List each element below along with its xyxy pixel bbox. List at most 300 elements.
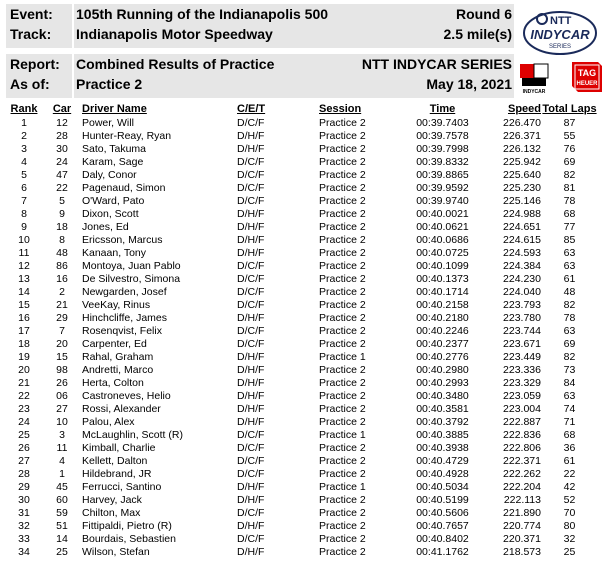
table-row (4, 415, 598, 428)
cet-cell: D/H/F (237, 246, 265, 259)
table-row (4, 233, 598, 246)
laps-cell: 63 (563, 259, 576, 272)
speed-cell: 224.593 (503, 246, 541, 259)
driver-cell: McLaughlin, Scott (R) (82, 428, 183, 441)
time-cell: 00:39.7578 (416, 129, 469, 142)
time-cell: 00:39.7403 (416, 116, 469, 129)
driver-cell: Pagenaud, Simon (82, 181, 166, 194)
col-car: Car (52, 103, 72, 115)
time-cell: 00:40.3938 (416, 441, 469, 454)
speed-cell: 222.806 (503, 441, 541, 454)
report-label: Report: (10, 56, 60, 72)
session-cell: Practice 2 (319, 402, 366, 415)
speed-cell: 224.651 (503, 220, 541, 233)
laps-cell: 71 (563, 415, 576, 428)
cet-cell: D/H/F (237, 350, 265, 363)
report-date: May 18, 2021 (426, 76, 512, 92)
table-row (4, 350, 598, 363)
track-value: Indianapolis Motor Speedway (76, 26, 273, 42)
rank-cell: 22 (18, 389, 30, 402)
car-cell: 51 (56, 519, 68, 532)
time-cell: 00:40.2158 (416, 298, 469, 311)
laps-cell: 74 (563, 402, 576, 415)
rank-cell: 8 (21, 207, 27, 220)
cet-cell: D/H/F (237, 519, 265, 532)
table-row (4, 116, 598, 129)
laps-cell: 25 (563, 545, 576, 558)
car-cell: 20 (56, 337, 68, 350)
car-cell: 4 (59, 454, 65, 467)
driver-cell: Power, Will (82, 116, 134, 129)
laps-cell: 70 (563, 506, 576, 519)
speed-cell: 218.573 (503, 545, 541, 558)
laps-cell: 87 (563, 116, 576, 129)
speed-cell: 223.793 (503, 298, 541, 311)
indycar-small-logo (520, 64, 548, 95)
table-row (4, 519, 598, 532)
driver-cell: Karam, Sage (82, 155, 144, 168)
cet-cell: D/H/F (237, 142, 265, 155)
results-body (4, 116, 598, 558)
time-cell: 00:40.0725 (416, 246, 469, 259)
session-cell: Practice 2 (319, 246, 366, 259)
driver-cell: Ferrucci, Santino (82, 480, 162, 493)
laps-cell: 82 (563, 168, 576, 181)
event-label: Event: (10, 6, 53, 22)
speed-cell: 222.887 (503, 415, 541, 428)
cet-cell: D/C/F (237, 298, 265, 311)
table-row (4, 506, 598, 519)
table-row (4, 480, 598, 493)
time-cell: 00:40.5034 (416, 480, 469, 493)
laps-cell: 84 (563, 376, 576, 389)
car-cell: 45 (56, 480, 68, 493)
car-cell: 1 (59, 467, 65, 480)
rank-cell: 24 (18, 415, 30, 428)
speed-cell: 225.942 (503, 155, 541, 168)
rank-cell: 5 (21, 168, 27, 181)
session-cell: Practice 2 (319, 532, 366, 545)
rank-cell: 1 (21, 116, 27, 129)
cet-cell: D/H/F (237, 311, 265, 324)
rank-cell: 28 (18, 467, 30, 480)
cet-cell: D/C/F (237, 194, 265, 207)
time-cell: 00:40.0686 (416, 233, 469, 246)
session-cell: Practice 2 (319, 467, 366, 480)
table-row (4, 246, 598, 259)
table-row (4, 376, 598, 389)
speed-cell: 222.371 (503, 454, 541, 467)
time-cell: 00:40.1714 (416, 285, 469, 298)
car-cell: 14 (56, 532, 68, 545)
col-cet: C/E/T (237, 103, 266, 115)
car-cell: 29 (56, 311, 68, 324)
results-table (4, 102, 598, 558)
time-cell: 00:40.5199 (416, 493, 469, 506)
laps-cell: 63 (563, 389, 576, 402)
session-cell: Practice 2 (319, 363, 366, 376)
table-row (4, 220, 598, 233)
cet-cell: D/H/F (237, 376, 265, 389)
sponsor-logos (512, 60, 604, 96)
speed-cell: 223.059 (503, 389, 541, 402)
driver-cell: Daly, Conor (82, 168, 137, 181)
speed-cell: 222.204 (503, 480, 541, 493)
session-cell: Practice 2 (319, 337, 366, 350)
car-cell: 22 (56, 181, 68, 194)
rank-cell: 17 (18, 324, 30, 337)
indycar-logo (520, 6, 600, 56)
rank-cell: 13 (18, 272, 30, 285)
driver-cell: Dixon, Scott (82, 207, 139, 220)
round-label: Round 6 (456, 6, 512, 22)
speed-cell: 224.040 (503, 285, 541, 298)
rank-cell: 18 (18, 337, 30, 350)
time-cell: 00:40.2180 (416, 311, 469, 324)
table-row (4, 129, 598, 142)
svg-text:NTT: NTT (550, 15, 572, 27)
session-cell: Practice 2 (319, 545, 366, 558)
col-rank: Rank (10, 103, 38, 115)
cet-cell: D/C/F (237, 506, 265, 519)
svg-text:SERIES: SERIES (548, 44, 572, 50)
car-cell: 10 (56, 415, 68, 428)
time-cell: 00:40.1099 (416, 259, 469, 272)
speed-cell: 223.449 (503, 350, 541, 363)
cet-cell: D/C/F (237, 116, 265, 129)
laps-cell: 80 (563, 519, 576, 532)
laps-cell: 63 (563, 324, 576, 337)
driver-cell: Kanaan, Tony (82, 246, 147, 259)
driver-cell: Andretti, Marco (82, 363, 154, 376)
session-cell: Practice 1 (319, 428, 366, 441)
speed-cell: 223.780 (503, 311, 541, 324)
session-cell: Practice 2 (319, 129, 366, 142)
time-cell: 00:39.9740 (416, 194, 469, 207)
car-cell: 5 (59, 194, 65, 207)
time-cell: 00:40.3885 (416, 428, 469, 441)
laps-cell: 48 (563, 285, 576, 298)
cet-cell: D/C/F (237, 441, 265, 454)
driver-cell: Rosenqvist, Felix (82, 324, 162, 337)
svg-text:INDYCAR: INDYCAR (522, 89, 546, 95)
laps-cell: 36 (563, 441, 576, 454)
session-cell: Practice 2 (319, 493, 366, 506)
rank-cell: 21 (18, 376, 30, 389)
session-cell: Practice 2 (319, 285, 366, 298)
time-cell: 00:40.1373 (416, 272, 469, 285)
laps-cell: 22 (563, 467, 576, 480)
table-row (4, 402, 598, 415)
rank-cell: 33 (18, 532, 30, 545)
laps-cell: 61 (563, 454, 576, 467)
report-value: Combined Results of Practice (76, 56, 275, 72)
speed-cell: 225.146 (503, 194, 541, 207)
cet-cell: D/H/F (237, 129, 265, 142)
session-cell: Practice 2 (319, 142, 366, 155)
laps-cell: 78 (563, 311, 576, 324)
speed-cell: 223.004 (503, 402, 541, 415)
driver-cell: Palou, Alex (82, 415, 135, 428)
rank-cell: 11 (18, 246, 30, 259)
cet-cell: D/H/F (237, 389, 265, 402)
car-cell: 86 (56, 259, 68, 272)
car-cell: 11 (56, 441, 68, 454)
cet-cell: D/C/F (237, 168, 265, 181)
table-row (4, 181, 598, 194)
driver-cell: Ericsson, Marcus (82, 233, 163, 246)
driver-cell: Kimball, Charlie (82, 441, 156, 454)
session-cell: Practice 2 (319, 506, 366, 519)
speed-cell: 221.890 (503, 506, 541, 519)
laps-cell: 82 (563, 298, 576, 311)
laps-cell: 69 (563, 337, 576, 350)
laps-cell: 68 (563, 207, 576, 220)
rank-cell: 6 (21, 181, 27, 194)
svg-text:INDYCAR: INDYCAR (530, 27, 590, 42)
rank-cell: 27 (18, 454, 30, 467)
table-row (4, 545, 598, 558)
rank-cell: 16 (18, 311, 30, 324)
driver-cell: Hunter-Reay, Ryan (82, 129, 172, 142)
speed-cell: 223.336 (503, 363, 541, 376)
cet-cell: D/C/F (237, 324, 265, 337)
time-cell: 00:39.8332 (416, 155, 469, 168)
laps-cell: 82 (563, 350, 576, 363)
driver-cell: O'Ward, Pato (82, 194, 145, 207)
cet-cell: D/H/F (237, 363, 265, 376)
cet-cell: D/H/F (237, 545, 265, 558)
car-cell: 8 (59, 233, 65, 246)
car-cell: 2 (59, 285, 65, 298)
table-row (4, 272, 598, 285)
session-cell: Practice 2 (319, 324, 366, 337)
session-cell: Practice 2 (319, 415, 366, 428)
table-row (4, 493, 598, 506)
time-cell: 00:40.5606 (416, 506, 469, 519)
col-driver: Driver Name (82, 103, 147, 115)
table-row (4, 194, 598, 207)
laps-cell: 32 (563, 532, 576, 545)
rank-cell: 31 (18, 506, 30, 519)
asof-label: As of: (10, 76, 50, 92)
laps-cell: 61 (563, 272, 576, 285)
session-cell: Practice 2 (319, 116, 366, 129)
cet-cell: D/H/F (237, 220, 265, 233)
speed-cell: 220.371 (503, 532, 541, 545)
time-cell: 00:40.4928 (416, 467, 469, 480)
time-cell: 00:40.3792 (416, 415, 469, 428)
time-cell: 00:40.7657 (416, 519, 469, 532)
session-cell: Practice 2 (319, 311, 366, 324)
table-row (4, 337, 598, 350)
time-cell: 00:40.2377 (416, 337, 469, 350)
rank-cell: 34 (18, 545, 30, 558)
table-row (4, 207, 598, 220)
event-value: 105th Running of the Indianapolis 500 (76, 6, 329, 22)
time-cell: 00:40.0621 (416, 220, 469, 233)
session-cell: Practice 2 (319, 194, 366, 207)
speed-cell: 223.744 (503, 324, 541, 337)
laps-cell: 81 (563, 181, 576, 194)
rank-cell: 12 (18, 259, 30, 272)
speed-cell: 225.640 (503, 168, 541, 181)
rank-cell: 4 (21, 155, 27, 168)
track-label: Track: (10, 26, 52, 42)
driver-cell: Harvey, Jack (82, 493, 142, 506)
time-cell: 00:40.3480 (416, 389, 469, 402)
car-cell: 12 (56, 116, 68, 129)
table-row (4, 298, 598, 311)
laps-cell: 52 (563, 493, 576, 506)
speed-cell: 223.671 (503, 337, 541, 350)
rank-cell: 30 (18, 493, 30, 506)
speed-cell: 222.113 (503, 493, 541, 506)
session-cell: Practice 2 (319, 155, 366, 168)
driver-cell: Fittipaldi, Pietro (R) (82, 519, 172, 532)
rank-cell: 3 (21, 142, 27, 155)
cet-cell: D/H/F (237, 480, 265, 493)
table-row (4, 363, 598, 376)
rank-cell: 20 (18, 363, 30, 376)
car-cell: 27 (56, 402, 68, 415)
session-cell: Practice 2 (319, 233, 366, 246)
tag-heuer-logo (572, 62, 602, 92)
session-cell: Practice 2 (319, 389, 366, 402)
driver-cell: Herta, Colton (82, 376, 144, 389)
rank-cell: 23 (18, 402, 30, 415)
table-row (4, 155, 598, 168)
table-row (4, 389, 598, 402)
car-cell: 60 (56, 493, 68, 506)
table-row (4, 441, 598, 454)
cet-cell: D/H/F (237, 493, 265, 506)
session-cell: Practice 2 (319, 441, 366, 454)
rank-cell: 19 (18, 350, 30, 363)
car-cell: 98 (56, 363, 68, 376)
session-cell: Practice 2 (319, 519, 366, 532)
svg-text:TAG: TAG (577, 68, 597, 78)
table-row (4, 142, 598, 155)
laps-cell: 69 (563, 155, 576, 168)
time-cell: 00:39.7998 (416, 142, 469, 155)
laps-cell: 68 (563, 428, 576, 441)
speed-cell: 226.132 (503, 142, 541, 155)
speed-cell: 223.329 (503, 376, 541, 389)
cet-cell: D/C/F (237, 467, 265, 480)
col-time: Time (429, 103, 456, 115)
rank-cell: 2 (21, 129, 27, 142)
car-cell: 21 (56, 298, 68, 311)
car-cell: 48 (56, 246, 68, 259)
rank-cell: 25 (18, 428, 30, 441)
table-row (4, 428, 598, 441)
table-row (4, 467, 598, 480)
speed-cell: 220.774 (503, 519, 541, 532)
session-cell: Practice 2 (319, 272, 366, 285)
rank-cell: 26 (18, 441, 30, 454)
driver-cell: Wilson, Stefan (82, 545, 150, 558)
session-cell: Practice 2 (319, 298, 366, 311)
driver-cell: Rossi, Alexander (82, 402, 161, 415)
car-cell: 18 (56, 220, 68, 233)
time-cell: 00:40.8402 (416, 532, 469, 545)
laps-cell: 85 (563, 233, 576, 246)
cet-cell: D/C/F (237, 259, 265, 272)
laps-cell: 55 (563, 129, 576, 142)
driver-cell: Bourdais, Sebastien (82, 532, 176, 545)
rank-cell: 7 (21, 194, 27, 207)
time-cell: 00:39.9592 (416, 181, 469, 194)
header-gap (6, 48, 514, 54)
driver-cell: Hinchcliffe, James (82, 311, 168, 324)
svg-text:HEUER: HEUER (576, 81, 598, 87)
driver-cell: De Silvestro, Simona (82, 272, 181, 285)
speed-cell: 224.988 (503, 207, 541, 220)
series-name: NTT INDYCAR SERIES (361, 56, 512, 72)
table-row (4, 311, 598, 324)
car-cell: 15 (56, 350, 68, 363)
driver-cell: Montoya, Juan Pablo (82, 259, 181, 272)
speed-cell: 224.615 (503, 233, 541, 246)
time-cell: 00:40.2993 (416, 376, 469, 389)
rank-cell: 15 (18, 298, 30, 311)
car-cell: 26 (56, 376, 68, 389)
cet-cell: D/C/F (237, 285, 265, 298)
cet-cell: D/C/F (237, 428, 265, 441)
driver-cell: Kellett, Dalton (82, 454, 148, 467)
session-cell: Practice 2 (319, 220, 366, 233)
speed-cell: 224.230 (503, 272, 541, 285)
cet-cell: D/H/F (237, 402, 265, 415)
laps-cell: 78 (563, 194, 576, 207)
cet-cell: D/C/F (237, 181, 265, 194)
session-cell: Practice 2 (319, 168, 366, 181)
laps-cell: 63 (563, 246, 576, 259)
laps-cell: 77 (563, 220, 576, 233)
session-cell: Practice 2 (319, 454, 366, 467)
table-row (4, 324, 598, 337)
speed-cell: 222.836 (503, 428, 541, 441)
driver-cell: Jones, Ed (82, 220, 129, 233)
car-cell: 24 (56, 155, 68, 168)
laps-cell: 73 (563, 363, 576, 376)
col-total-laps: Total Laps (542, 103, 597, 115)
car-cell: 30 (56, 142, 68, 155)
cet-cell: D/C/F (237, 454, 265, 467)
driver-cell: Carpenter, Ed (82, 337, 147, 350)
laps-cell: 42 (563, 480, 576, 493)
col-session: Session (319, 103, 362, 115)
time-cell: 00:40.2980 (416, 363, 469, 376)
driver-cell: Newgarden, Josef (82, 285, 167, 298)
driver-cell: Rahal, Graham (82, 350, 154, 363)
track-distance: 2.5 mile(s) (443, 26, 512, 42)
car-cell: 06 (56, 389, 68, 402)
cet-cell: D/C/F (237, 155, 265, 168)
table-row (4, 259, 598, 272)
car-cell: 25 (56, 545, 68, 558)
speed-cell: 222.262 (503, 467, 541, 480)
col-speed: Speed (507, 103, 541, 115)
rank-cell: 32 (18, 519, 30, 532)
time-cell: 00:40.3581 (416, 402, 469, 415)
speed-cell: 224.384 (503, 259, 541, 272)
session-cell: Practice 2 (319, 181, 366, 194)
cet-cell: D/H/F (237, 415, 265, 428)
driver-cell: Chilton, Max (82, 506, 141, 519)
cet-cell: D/C/F (237, 532, 265, 545)
